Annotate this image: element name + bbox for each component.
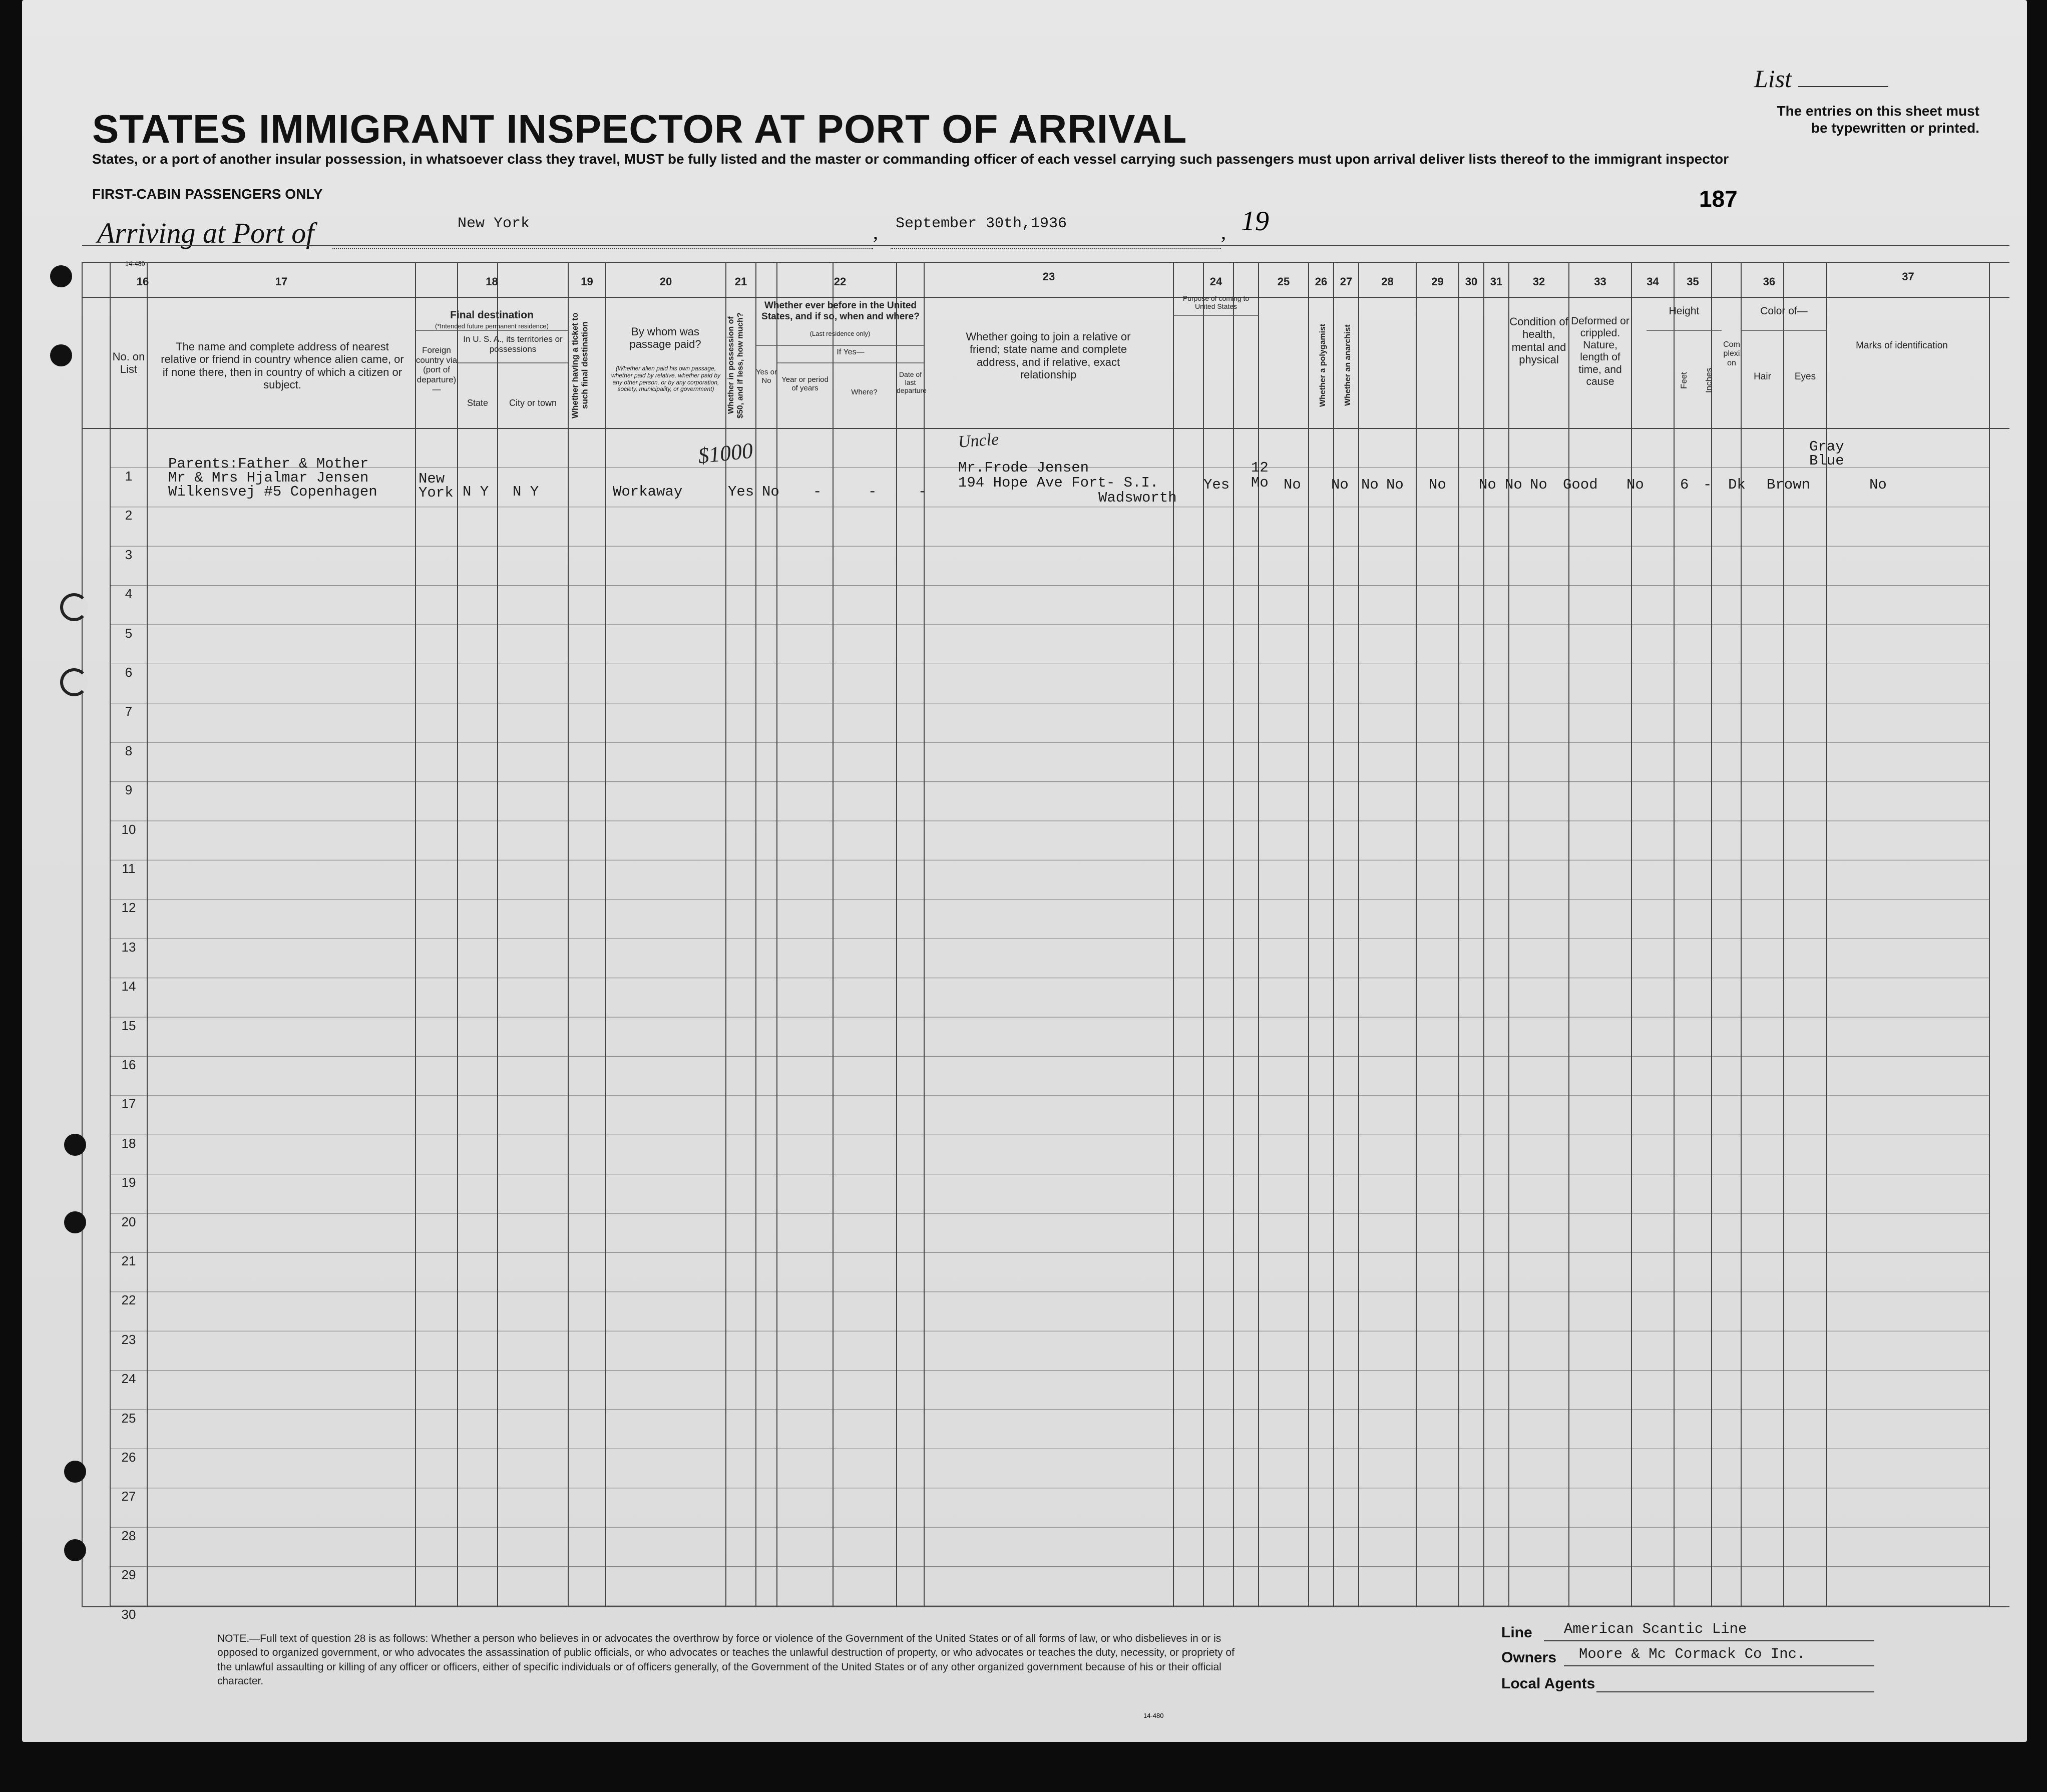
col-label-23: Whether going to join a relative or friend; state name and complete address, and if relative, exact relationship [966, 330, 1131, 381]
before-date-value: - [918, 484, 927, 500]
col-feet-34: Feet [1679, 371, 1689, 389]
row-number: 1 [125, 469, 133, 484]
row-number: 25 [121, 1410, 136, 1426]
col-num-20: 20 [659, 275, 672, 288]
page-title: STATES IMMIGRANT INSPECTOR AT PORT OF ARRIVAL [92, 107, 1187, 151]
col-label-37: Marks of identification [1856, 340, 1948, 351]
row-number: 9 [125, 782, 133, 798]
col-hair-36: Hair [1754, 371, 1771, 382]
before-where-value: - [868, 484, 877, 500]
binder-hole [64, 1539, 86, 1561]
col-num-33: 33 [1594, 275, 1606, 288]
foreign-via-1: New [419, 471, 445, 487]
year-prefix: 19 [1241, 206, 1269, 237]
arriving-label: Arriving at Port of [97, 217, 314, 249]
row-number: 8 [125, 743, 133, 758]
row-number: 2 [125, 508, 133, 523]
col-date-22: Date of last departure [897, 370, 927, 395]
col-num-29: 29 [1431, 275, 1444, 288]
row-number: 6 [125, 665, 133, 680]
before-year-value: - [813, 484, 822, 500]
row-number: 23 [121, 1331, 136, 1347]
purpose-value: Yes [1203, 477, 1230, 493]
c28-value: No [1429, 477, 1446, 493]
row-number: 7 [125, 704, 133, 719]
col-label-34: Height [1669, 305, 1700, 317]
line-underline [1544, 1640, 1874, 1641]
col-label-27: Whether an anarchist [1344, 324, 1352, 406]
row-number: 26 [121, 1450, 136, 1465]
comma-1: , [873, 221, 878, 243]
relative-line-1: Parents:Father & Mother [168, 456, 369, 472]
polygamist-value: No [1361, 477, 1379, 493]
comma-2: , [1221, 221, 1226, 243]
row-number: 19 [121, 1175, 136, 1190]
binder-hole [64, 1211, 86, 1233]
owners-value: Moore & Mc Cormack Co Inc. [1579, 1646, 1806, 1662]
paid-by-value: Workaway [613, 484, 683, 500]
col-num-18: 18 [486, 275, 498, 288]
eyes-value-1: Gray [1809, 438, 1844, 455]
length-value-2: Mo [1251, 475, 1269, 491]
agents-label: Local Agents [1501, 1675, 1595, 1692]
binder-hole [64, 1134, 86, 1156]
citizen-value: No [1284, 477, 1301, 493]
entries-note: The entries on this sheet must be typewritten or printed. [1777, 103, 1979, 136]
col-label-19: Whether having a ticket to such final destination [570, 312, 590, 418]
col-num-31: 31 [1490, 275, 1503, 288]
binder-hole [50, 265, 72, 287]
col-where-22: Where? [851, 388, 878, 396]
col-num-28: 28 [1381, 275, 1394, 288]
col-sub-18: (*Intended future permanent residence) [435, 322, 549, 330]
col-num-36: 36 [1763, 275, 1776, 288]
form-number-top: 14-480 [125, 260, 145, 268]
col-sub-20: (Whether alien paid his own passage, whether paid by relative, whether paid by any other person, or by any corporation, society, municipality, or government) [611, 365, 721, 393]
form-number-bottom: 14-480 [1143, 1712, 1164, 1719]
row-number: 5 [125, 625, 133, 641]
date-value: September 30th,1936 [896, 215, 1067, 232]
relation-handwritten: Uncle [957, 430, 1000, 452]
join-line-1: Mr.Frode Jensen [958, 460, 1089, 476]
state-value: N Y [463, 484, 489, 500]
row-number: 3 [125, 547, 133, 562]
col-label-36: Color of— [1760, 305, 1808, 317]
col-label-18: Final destination [450, 309, 534, 321]
col-num-23: 23 [1042, 270, 1055, 283]
inches-value: - [1703, 477, 1712, 493]
deformed-value: No [1626, 477, 1644, 493]
col-num-25: 25 [1277, 275, 1290, 288]
join-line-3: Wadsworth [1098, 490, 1177, 506]
row-number: 16 [121, 1057, 136, 1072]
col-eyes-36: Eyes [1794, 371, 1816, 382]
agents-underline [1596, 1691, 1874, 1692]
foreign-via-2: York [419, 485, 454, 501]
col-label-16: No. on List [112, 350, 145, 376]
c25-value: No [1331, 477, 1349, 493]
col-year-22: Year or period of years [781, 375, 829, 393]
col-num-22: 22 [834, 275, 847, 288]
binder-hole [60, 593, 88, 621]
anarchist-value: No [1386, 477, 1404, 493]
col-num-34: 34 [1647, 275, 1659, 288]
row-number: 10 [121, 821, 136, 837]
relative-line-3: Wilkensvej #5 Copenhagen [168, 484, 377, 500]
col-usa-18: In U. S. A., its territories or possessions [463, 334, 563, 354]
row-number: 15 [121, 1018, 136, 1033]
col-foreign-18: Foreign country via (port of departure)— [416, 345, 458, 394]
col-num-27: 27 [1340, 275, 1353, 288]
col-label-33: Deformed or crippled. Nature, length of time, and cause [1571, 315, 1629, 387]
col-inches-34: Inches [1704, 367, 1714, 393]
footnote-q28: NOTE.—Full text of question 28 is as follows: Whether a person who believes in or advocates the overthrow by force or violence of the Government of the United States or of all forms of law, or who disbelieves in or is opposed to organized government, or who advocates the assassination of public officials, or who advocates or teaches the unlawful destruction of property, or who advocates or teaches the duty, necessity, or propriety of the unlawful assaulting or killing of any officer or officers, either of specific individuals or of officers generally, of the Government of the United States or of any other organized government because of his or their official character. [217, 1633, 1235, 1687]
col-label-35: Complexion [1723, 340, 1740, 367]
money-handwritten: $1000 [696, 438, 754, 469]
col-label-24: Purpose of coming to United States [1182, 294, 1250, 311]
money-value: Yes [728, 484, 754, 500]
row-number: 29 [121, 1567, 136, 1583]
col-label-32: Condition of health, mental and physical [1509, 315, 1568, 366]
row-number: 11 [122, 861, 136, 876]
row-number: 27 [121, 1489, 136, 1504]
length-value-1: 12 [1251, 460, 1269, 476]
law-text: States, or a port of another insular possession, in whatsoever class they travel, MUST be fully listed and the master or commanding officer of each vessel carrying such passengers must upon arrival deliver lists thereof to the immigrant inspector [92, 151, 1729, 167]
col-num-16: 16 [136, 275, 149, 288]
col-label-21: Whether in possession of $50, and if less, how much? [727, 312, 745, 418]
binder-hole [64, 1461, 86, 1483]
row-number: 17 [121, 1096, 136, 1112]
join-line-2: 194 Hope Ave Fort- S.I. [958, 475, 1159, 491]
passenger-class: FIRST-CABIN PASSENGERS ONLY [92, 186, 323, 202]
health-value: Good [1563, 477, 1598, 493]
col-num-30: 30 [1465, 275, 1478, 288]
row-number: 20 [121, 1214, 136, 1229]
row-number: 12 [121, 900, 136, 916]
table-grid [22, 0, 2027, 1742]
c29-value: No [1479, 477, 1496, 493]
col-num-26: 26 [1315, 275, 1328, 288]
col-num-32: 32 [1532, 275, 1545, 288]
c31-value: No [1530, 477, 1547, 493]
c30-value: No [1505, 477, 1522, 493]
col-num-37: 37 [1902, 270, 1914, 283]
list-label: List [1754, 64, 1888, 93]
col-num-35: 35 [1687, 275, 1699, 288]
before-us-value: No [762, 484, 779, 500]
marks-value: No [1869, 477, 1887, 493]
hair-value: Brown [1767, 477, 1811, 493]
row-number: 4 [125, 586, 133, 602]
row-number: 22 [121, 1292, 136, 1308]
col-sub-22: (Last residence only) [809, 330, 871, 337]
city-value: N Y [513, 484, 539, 500]
row-number: 18 [121, 1135, 136, 1151]
feet-value: 6 [1680, 477, 1689, 493]
binder-hole [50, 344, 72, 366]
line-value: American Scantic Line [1564, 1621, 1747, 1637]
row-number: 13 [121, 939, 136, 955]
owners-label: Owners [1501, 1649, 1557, 1666]
col-ifyes-22: If Yes— [837, 348, 865, 356]
row-number: 28 [121, 1528, 136, 1543]
col-state-18: State [467, 398, 489, 408]
binder-hole [60, 668, 88, 696]
row-number: 14 [121, 979, 136, 994]
row-number: 24 [121, 1371, 136, 1387]
eyes-value-2: Blue [1809, 453, 1844, 469]
col-label-26: Whether a polygamist [1319, 323, 1327, 407]
manifest-sheet [22, 0, 2027, 1742]
col-yesno-22: Yes or No [756, 368, 777, 385]
port-value: New York [458, 215, 530, 232]
page-number: 187 [1699, 186, 1738, 212]
col-label-22: Whether ever before in the United States, and if so, when and where? [761, 300, 920, 322]
owners-underline [1564, 1665, 1874, 1666]
complexion-value: Dk [1728, 477, 1746, 493]
col-num-24: 24 [1209, 275, 1222, 288]
col-num-19: 19 [581, 275, 593, 288]
col-city-18: City or town [509, 398, 557, 408]
row-number: 30 [121, 1606, 136, 1622]
col-num-21: 21 [734, 275, 747, 288]
col-label-17: The name and complete address of nearest relative or friend in country whence alien came, or if none there, then in country of which a citizen or subject. [161, 340, 404, 391]
row-number: 21 [121, 1253, 136, 1268]
col-num-17: 17 [275, 275, 288, 288]
line-label: Line [1501, 1624, 1532, 1641]
relative-line-2: Mr & Mrs Hjalmar Jensen [168, 470, 369, 486]
col-label-20: By whom was passage paid? [629, 325, 701, 351]
